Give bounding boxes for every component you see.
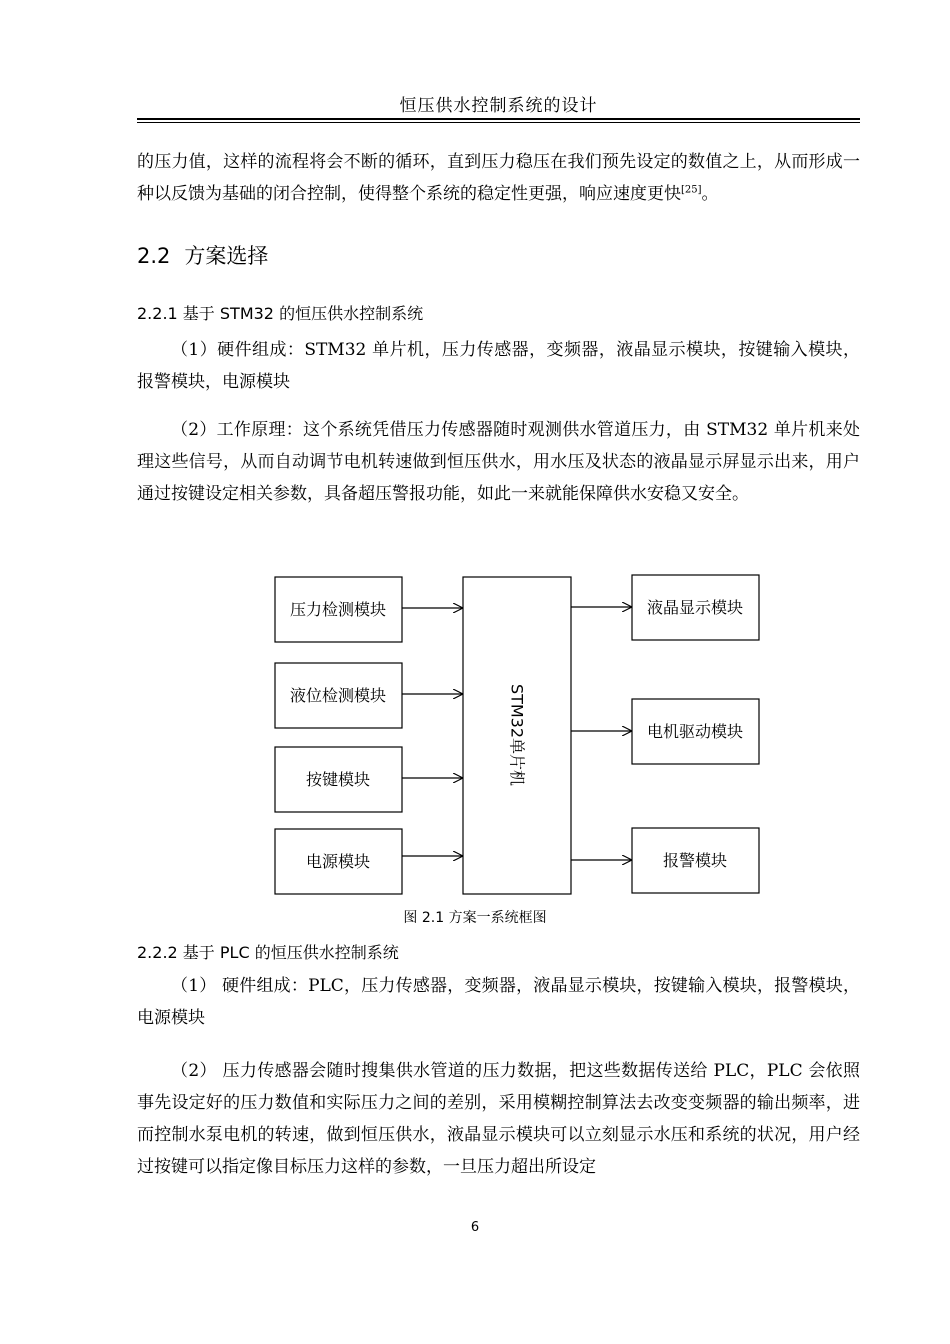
input-label: 液位检测模块	[289, 686, 387, 705]
figure-caption: 图 2.1 方案一系统框图	[403, 910, 547, 926]
input-box-pressure	[275, 577, 402, 642]
intro-paragraph	[137, 146, 860, 210]
mcu-label: STM32单片机	[507, 683, 527, 787]
output-label: 报警模块	[662, 851, 728, 870]
input-box-level	[275, 663, 402, 728]
input-label: 压力检测模块	[289, 600, 387, 619]
output-label: 电机驱动模块	[646, 722, 744, 741]
intro-end: 。	[701, 184, 719, 204]
output-box-motor	[632, 699, 759, 764]
running-header: 恒压供水控制系统的设计	[399, 96, 598, 116]
paragraph-hardware-plc: （1） 硬件组成：PLC，压力传感器，变频器，液晶显示模块，按键输入模块，报警模块，电源模块	[137, 976, 860, 1028]
input-label: 按键模块	[305, 770, 371, 789]
input-label: 电源模块	[305, 852, 371, 871]
header-rule-thick	[137, 118, 860, 120]
mcu-box	[463, 577, 571, 894]
output-box-alarm	[632, 828, 759, 893]
citation: [25]	[681, 184, 702, 196]
intro-text: 的压力值，这样的流程将会不断的循环，直到压力稳压在我们预先设定的数值之上，从而形成一种以反馈为基础的闭合控制，使得整个系统的稳定性更强，响应速度更快	[137, 152, 860, 204]
input-box-keys	[275, 747, 402, 812]
paragraph-principle-stm32: （2）工作原理：这个系统凭借压力传感器随时观测供水管道压力，由 STM32 单片机来处理这些信号，从而自动调节电机转速做到恒压供水，用水压及状态的液晶显示屏显示出来，用户通过按键设定相关参数，具备超压警报功能，如此一来就能保障供水安稳又安全。	[137, 420, 860, 504]
paragraph-principle-plc: （2） 压力传感器会随时搜集供水管道的压力数据，把这些数据传送给 PLC，PLC 会依照事先设定好的压力数值和实际压力之间的差别，采用模糊控制算法去改变变频器的输出频率，进而控制水泵电机的转速，做到恒压供水，液晶显示模块可以立刻显示水压和系统的状况，用户经过按键可以指定像目标压力这样的参数，一旦压力超出所设定	[137, 1061, 860, 1177]
page-number: 6	[470, 1220, 480, 1235]
output-label: 液晶显示模块	[646, 598, 744, 617]
section-title: 方案选择	[184, 244, 269, 268]
header-rule-thin	[137, 122, 860, 123]
input-box-power	[275, 829, 402, 894]
output-box-lcd	[632, 575, 759, 640]
subsection-heading-2-2-2: 2.2.2 基于 PLC 的恒压供水控制系统	[137, 943, 399, 962]
paragraph-hardware-stm32: （1）硬件组成：STM32 单片机，压力传感器，变频器，液晶显示模块，按键输入模块，报警模块，电源模块	[137, 340, 860, 392]
subsection-heading-2-2-1: 2.2.1 基于 STM32 的恒压供水控制系统	[137, 304, 424, 323]
section-number: 2.2	[137, 244, 171, 268]
section-heading-2-2	[137, 240, 268, 270]
